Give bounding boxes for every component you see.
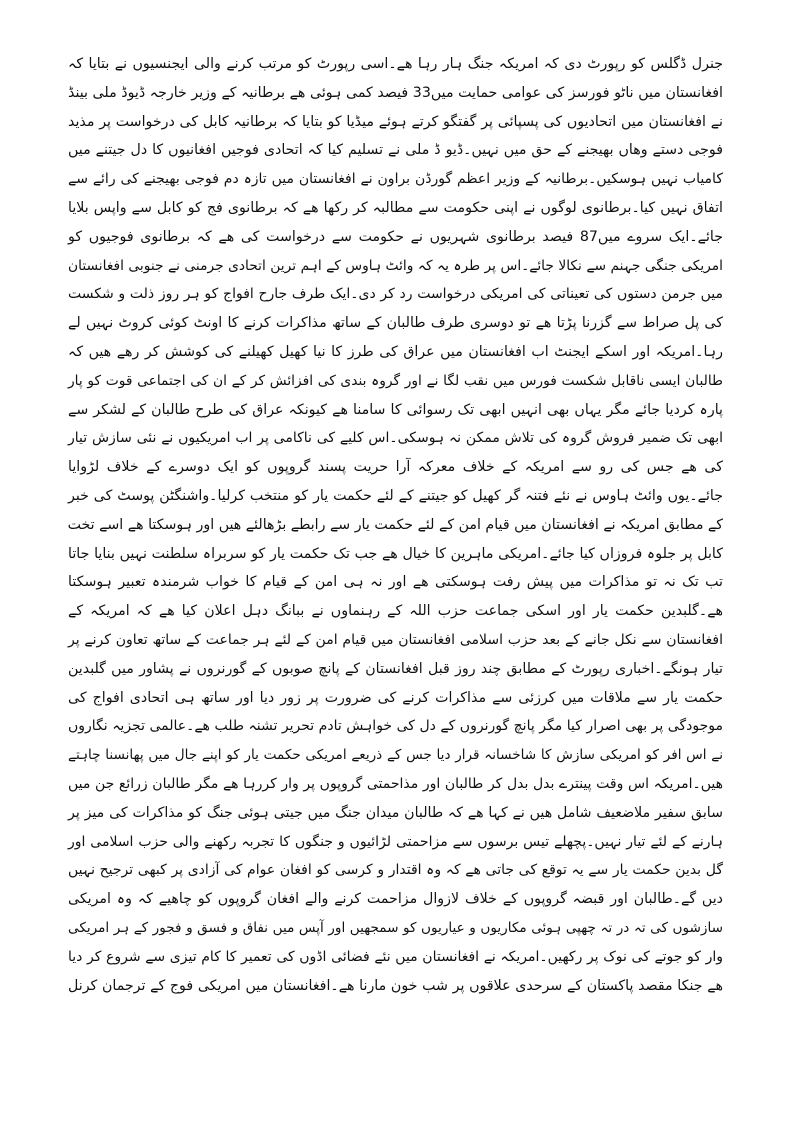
text-line: ہارنے کے لئے تیار نہیں۔پچھلے تیس برسوں سے مزاحمتی لڑائیوں و جنگوں کا تجربہ رکھنے والی حزب اسلامی اور — [68, 833, 723, 850]
text-line: ھے جنکا مقصد پاکستان کے سرحدی علاقوں پر شب خون مارنا ھے۔افغانستان میں امریکی فوج کے ترجمان کرنل — [68, 977, 723, 994]
text-line: نے اس افر کو امریکی سازش کا شاخسانہ قرار دیا جس کے ذریعے امریکی حکمت یار کو اپنے جال میں پھانسنا چاہتے — [68, 747, 723, 764]
text-line: جائے۔یوں وائٹ ہاوس نے نئے فتنہ گر کھیل کو جیتنے کے لئے حکمت یار کو منتخب کرلیا۔واشنگٹن پوسٹ کی خبر — [68, 487, 723, 504]
text-line: رہا۔امریکہ اور اسکے ایجنٹ اب افغانستان میں عراق کی طرز کا نیا کھیل کھیلنے کی کوشش کر رھے ھیں کہ — [68, 343, 723, 360]
text-line: کابل پر جلوہ فروزاں کیا جائے۔امریکی ماہرین کا خیال ھے جب تک حکمت یار کو سربراہ سلطنت نہیں بنایا جاتا — [68, 545, 723, 562]
text-line: کامیاب نہیں ہوسکیں۔برطانیہ کے وزیر اعظم گورڈن براون نے افغانستان میں تازہ دم فوجی بھیجنے کی رائے سے — [68, 171, 723, 188]
text-line: سابق سفیر ملاضعیف شامل ھیں نے کہا ھے کہ طالبان میدان جنگ میں جیتی ہوئی جنگ کو مذاکرات کی میز پر — [68, 804, 723, 821]
text-line: سازشوں کی تہ در تہ چھپی ہوئی مکاریوں و عیاریوں کو سمجھیں اور آپس میں نفاق و فسق و فجور کے ہر امریکی — [68, 919, 723, 936]
text-line: موجودگی پر بھی اصرار کیا مگر پانچ گورنروں کے دل کی خواہش تادم تحریر تشنہ طلب ھے۔عالمی تجزیہ نگاروں — [68, 718, 723, 735]
text-line: جائے۔ایک سروے میں87 فیصد برطانوی شہریوں نے حکومت سے درخواست کی ھے کہ برطانوی فوجیوں کو — [68, 228, 723, 245]
text-line: افغانستان میں ناٹو فورسز کی عوامی حمایت میں33 فیصد کمی ہوئی ھے برطانیہ کے وزیر خارجہ ڈیوڈ ملی بینڈ — [68, 84, 724, 101]
text-line: ھے۔گلبدین حکمت یار اور اسکی جماعت حزب اللہ کے رہنماوں نے ببانگ دہل اعلان کیا ھے کہ امریکہ کے — [68, 603, 723, 620]
text-line: فوجی دستے وھاں بھیجنے کے حق میں نہیں۔ڈیو ڈ ملی نے تسلیم کیا کہ اتحادی فوجیں افغانیوں کا دل جیتنے میں — [68, 142, 723, 159]
text-line: طالبان ایسی ناقابل شکست فورس میں نقب لگا نے اور گروہ بندی کی افزائش کر کے ان کی اجتماعی قوت کو پار — [68, 372, 723, 389]
text-line: وار کو جوتے کی نوک پر رکھیں۔امریکہ نے افغانستان میں نئے فضائی اڈوں کی تعمیر کا کام تیزی سے شروع کر دیا — [68, 948, 723, 965]
article-body — [68, 50, 723, 1000]
text-line: کے مطابق امریکہ نے افغانستان میں قیام امن کے لئے حکمت یار سے رابطے بڑھالئے ھیں اور ہوسکتا ھے اسے تخت — [67, 516, 723, 533]
text-line: ھیں۔امریکہ اس وقت پینترے بدل بدل کر طالبان اور مذاحمتی گروپوں پر وار کررہا ھے مگر طالبان زرائع جن میں — [68, 775, 723, 792]
text-line: حکمت یار سے ملاقات میں کرزئی سے مذاکرات کرنے کی ضرورت پر زور دیا اور ساتھ ہی اتحادی افواج کی — [68, 689, 723, 706]
text-line: میں جرمن دستوں کی تعیناتی کی امریکی درخواست رد کر دی۔ایک طرف جارح افواج کو ہر روز ذلت و شکست — [68, 286, 723, 303]
text-line: تب تک نہ تو مذاکرات میں پیش رفت ہوسکتی ھے اور نہ ہی امن کے قیام کا خواب شرمندہ تعبیر ہوسکتا — [68, 574, 723, 591]
text-line: کی پل صراط سے گزرنا پڑتا ھے تو دوسری طرف طالبان کے ساتھ مذاکرات کرنے کا اونٹ کوئی کروٹ نہیں لے — [68, 315, 723, 332]
text-line: دیں گے۔طالبان اور قبضہ گروپوں کے خلاف لازوال مزاحمت کرنے والے افغان گروپوں کو چاھیے کہ وہ امریکی — [68, 891, 723, 908]
text-line: امریکی جنگی جہنم سے نکالا جائے۔اس پر طرہ یہ کہ وائٹ ہاوس کے اہم ترین اتحادی جرمنی نے جنوبی افغانستان — [68, 257, 723, 274]
text-line: تیار ہونگے۔اخباری رپورٹ کے مطابق چند روز قبل افغانستان کے پانچ صوبوں کے گورنروں نے پشاور میں گلبدین — [68, 660, 723, 677]
text-line: ابھی تک ضمیر فروش گروہ کی تلاش ممکن نہ ہوسکی۔اس کلیے کی ناکامی پر اب امریکیوں نے نئی سازش تیار — [68, 430, 723, 447]
text-line: افغانستان سے نکل جانے کے بعد حزب اسلامی افغانستان میں قیام امن کے لئے ہر جماعت کے ساتھ تعاون کرنے پر — [68, 631, 723, 648]
text-line: گل بدین حکمت یار سے یہ توقع کی جاتی ھے کہ وہ اقتدار و کرسی کو افغان عوام کی آزادی پر کبھی ترجیح نہیں — [68, 862, 723, 879]
text-line: کی ھے جس کی رو سے امریکہ کے خلاف معرکہ آرا حریت پسند گروپوں کو ایک دوسرے کے خلاف لڑوایا — [68, 459, 723, 476]
text-line: جنرل ڈگلس کو رپورٹ دی کہ امریکہ جنگ ہار رہا ھے۔اسی رپورٹ کو مرتب کرنے والی ایجنسیوں نے بتایا کہ — [68, 56, 723, 72]
text-line: نے افغانستان میں اتحادیوں کی پسپائی پر گفتگو کرتے ہوئے میڈیا کو بتایا کہ برطانیہ کابل کی درخواست پر مذید — [68, 113, 723, 130]
text-line: اتفاق نہیں کیا۔برطانوی لوگوں نے اپنی حکومت سے مطالبہ کر رکھا ھے کہ برطانوی فج کو کابل سے واپس بلایا — [68, 199, 723, 216]
text-line: پارہ کردیا جائے مگر یہاں بھی انہیں ابھی تک رسوائی کا سامنا ھے کیونکہ عراق کی طرح طالبان کے لشکر سے — [68, 401, 723, 418]
